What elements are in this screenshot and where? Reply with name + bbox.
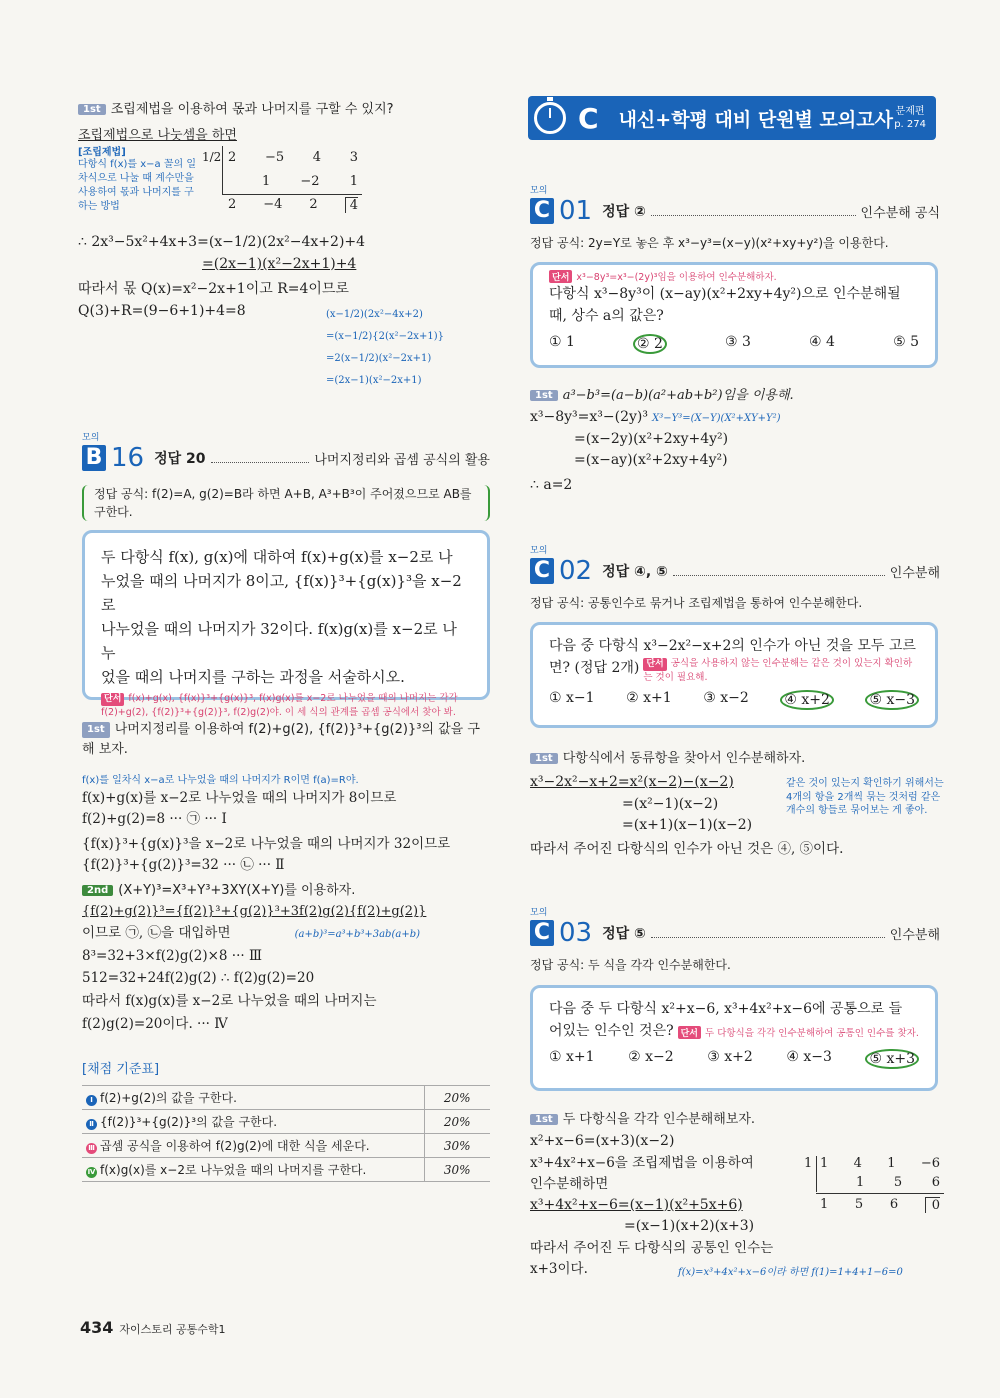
equation: =(2x−1)(x²−2x+1)+4 — [202, 255, 357, 272]
key-formula: 정답 공식: 2y=Y로 놓은 후 x³−y³=(x−y)(x²+xy+y²)을 이용한다. — [530, 236, 889, 250]
c02-question-box — [530, 622, 938, 728]
side-note: X³−Y³=(X−Y)(X²+XY+Y²) — [652, 413, 781, 424]
criteria-text: 곱셈 공식을 이용하여 f(2)g(2)에 대한 식을 세운다. — [100, 1139, 370, 1153]
answer: 정답 20 — [154, 451, 206, 467]
answer: 정답 ⑤ — [602, 926, 646, 942]
left-side-steps — [326, 304, 444, 392]
tip-text: x³−8y³=x³−(2y)³임을 이용하여 인수분해하자. — [576, 272, 777, 283]
side-note: f(x)=x³+4x²+x−6이라 하면 f(1)=1+4+1−6=0 — [678, 1267, 903, 1278]
table-row — [82, 1134, 490, 1158]
problem-number: 01 — [559, 196, 593, 226]
coef: 5 — [854, 1197, 864, 1212]
problem-number: 03 — [559, 918, 593, 948]
question-line: 다항식 x³−8y³이 (x−ay)(x²+2xy+4y²)으로 인수분해될 — [549, 286, 901, 302]
criteria-text: f(x)g(x)를 x−2로 나누었을 때의 나머지를 구한다. — [100, 1163, 367, 1177]
choice-correct[interactable]: ⑤ x+3 — [865, 1049, 919, 1069]
choice[interactable]: ③ x−2 — [703, 690, 749, 707]
equation: x²+x−6=(x+3)(x−2) — [530, 1133, 675, 1149]
note-title: [조립제법] — [78, 147, 126, 158]
criteria-percent: 30% — [424, 1134, 490, 1158]
key-formula: 정답 공식: 공통인수로 묶거나 조립제법을 통하여 인수분해한다. — [530, 596, 863, 610]
choice-correct[interactable]: ⑤ x−3 — [865, 690, 919, 710]
solution-line: f(x)+g(x)를 x−2로 나누었을 때의 나머지가 8이므로 — [82, 789, 397, 806]
roman-4-icon: Ⅳ — [87, 1168, 96, 1176]
synthetic-division-table — [202, 146, 362, 216]
choice[interactable]: ③ 3 — [725, 333, 751, 350]
problem-number: 02 — [559, 556, 593, 586]
side-note: f(x)를 일차식 x−a로 나누었을 때의 나머지가 R이면 f(a)=R야. — [82, 775, 359, 787]
solution-line: f(2)g(2)=20이다. ··· Ⅳ — [82, 1016, 228, 1033]
coef: 6 — [931, 1175, 940, 1190]
choice[interactable]: ① x+1 — [549, 1048, 595, 1065]
side-step: =(2x−1)(x²−2x+1) — [326, 375, 422, 386]
roman-2-icon: Ⅱ — [86, 1119, 97, 1130]
coef: 1 — [887, 1156, 896, 1171]
topic: 인수분해 공식 — [860, 205, 940, 221]
step-badge: 1st — [82, 722, 110, 738]
side-note: 같은 것이 있는지 확인하기 위해서는 4개의 항을 2개씩 묶는 것처럼 같은 개수의 항들로 묶어보는 게 좋아. — [786, 778, 944, 816]
solution-line: 다항식에서 동류항을 찾아서 인수분해하자. — [562, 751, 806, 766]
coef: 4 — [312, 150, 322, 165]
question-line: 었을 때의 나머지를 구하는 과정을 서술하시오. — [101, 668, 405, 686]
key-formula: 정답 공식: f(2)=A, g(2)=B라 하면 A+B, A³+B³이 주어졌으므로 AB를 구한다. — [82, 485, 490, 521]
topic: 나머지정리와 곱셈 공식의 활용 — [314, 452, 490, 468]
question-line: 때, 상수 a의 값은? — [549, 308, 664, 325]
section-header — [528, 96, 936, 140]
side-step: (x−1/2)(2x²−4x+2) — [326, 309, 423, 320]
solution-line: a³−b³=(a−b)(a²+ab+b²)임을 이용해. — [562, 388, 794, 403]
c03-section — [530, 905, 940, 974]
choice[interactable]: ① x−1 — [549, 690, 595, 707]
left-top-solution — [78, 98, 498, 143]
ref-label: 문제편 — [895, 106, 925, 117]
coef: −4 — [263, 197, 283, 212]
coef: 1 — [349, 174, 358, 189]
tip-badge: 단서 — [643, 658, 666, 671]
page-number: 434 — [80, 1318, 114, 1337]
c03-synthetic-division — [802, 1156, 944, 1218]
equation: ∴ a=2 — [530, 477, 573, 494]
problem-number: 16 — [111, 443, 145, 473]
coef: −5 — [264, 150, 285, 165]
choice[interactable]: ② x+1 — [626, 690, 672, 707]
equation: Q(3)+R=(9−6+1)+4=8 — [78, 303, 246, 320]
equation: =(x−1)(x+2)(x+3) — [624, 1218, 755, 1235]
exam-tag: 모의 — [530, 908, 548, 918]
step-badge: 1st — [530, 390, 558, 401]
b16-solution — [82, 720, 490, 1035]
topic: 인수분해 — [889, 927, 940, 943]
question-line: 어있는 인수인 것은? — [549, 1023, 674, 1040]
equation: =(x−2y)(x²+2xy+4y²) — [574, 430, 729, 447]
choice[interactable]: ④ x−3 — [786, 1048, 832, 1065]
section-letter: C — [530, 558, 554, 584]
solution-line: x³+4x²+x−6을 조립제법을 이용하여 — [530, 1154, 754, 1171]
side-step: =(x−1/2){2(x²−2x+1)} — [326, 331, 444, 342]
coef: 3 — [349, 150, 358, 165]
equation: 따라서 몫 Q(x)=x²−2x+1이고 R=4이므로 — [78, 281, 349, 298]
c02-section — [530, 543, 940, 612]
section-letter: C — [530, 198, 554, 224]
question-line: 두 다항식 f(x), g(x)에 대하여 f(x)+g(x)를 x−2로 나 — [101, 548, 453, 566]
choice-correct[interactable]: ② 2 — [633, 334, 667, 354]
solution-line: 8³=32+3×f(2)g(2)×8 ··· Ⅲ — [82, 947, 262, 964]
solution-line: 따라서 주어진 두 다항식의 공통인 인수는 — [530, 1239, 774, 1256]
choice-correct[interactable]: ④ x+2 — [780, 690, 834, 710]
b16-question-box — [82, 530, 490, 718]
coef: 1 — [820, 1156, 829, 1171]
section-letter: C — [530, 920, 554, 946]
c02-solution — [530, 747, 944, 860]
side-note: (a+b)³=a³+b³+3ab(a+b) — [294, 928, 420, 940]
key-formula: 정답 공식: 두 식을 각각 인수분해한다. — [530, 958, 731, 972]
solution-line: 두 다항식을 각각 인수분해해보자. — [562, 1112, 756, 1127]
choice[interactable]: ② x−2 — [628, 1048, 674, 1065]
exam-tag: 모의 — [530, 186, 548, 196]
coef: 1 — [262, 174, 271, 189]
question-line: 누었을 때의 나머지가 8이고, {f(x)}³+{g(x)}³을 x−2로 — [101, 572, 462, 614]
solution-line: x+3이다. — [530, 1260, 588, 1277]
remainder: 4 — [345, 197, 358, 213]
tip-text: 두 다항식을 각각 인수분해하여 공통인 인수를 찾자. — [705, 1027, 919, 1039]
choice[interactable]: ① 1 — [549, 333, 575, 350]
solution-line: 512=32+24f(2)g(2) ∴ f(2)g(2)=20 — [82, 970, 315, 987]
criteria-percent: 20% — [424, 1086, 490, 1110]
coef: 1 — [820, 1197, 829, 1212]
equation: =(x−ay)(x²+2xy+4y²) — [574, 452, 728, 469]
side-step: =2(x−1/2)(x²−2x+1) — [326, 353, 432, 364]
solution-line: 따라서 주어진 다항식의 인수가 아닌 것은 ④, ⑤이다. — [530, 841, 844, 858]
coef: 4 — [853, 1156, 862, 1171]
solution-line: (X+Y)³=X³+Y³+3XY(X+Y)를 이용하자. — [118, 883, 356, 899]
step-badge: 2nd — [82, 885, 113, 896]
footer — [80, 1318, 226, 1337]
exam-tag: 모의 — [82, 433, 100, 443]
criteria-text: f(2)+g(2)의 값을 구한다. — [100, 1091, 237, 1105]
equation: =(x²−1)(x−2) — [622, 795, 719, 812]
choice[interactable]: ④ 4 — [809, 333, 835, 350]
step-badge: 1st — [530, 753, 558, 764]
choice[interactable]: ③ x+2 — [707, 1048, 753, 1065]
tip-badge: 단서 — [101, 693, 124, 706]
b16-section — [82, 430, 490, 521]
criteria-title: [채점 기준표] — [82, 1062, 160, 1077]
ref-page: p. 274 — [894, 119, 926, 130]
solution-line: 따라서 f(x)g(x)를 x−2로 나누었을 때의 나머지는 — [82, 993, 377, 1010]
solution-line: 이므로 ㉠, ㉡을 대입하면 — [82, 924, 231, 941]
synthetic-division-note — [78, 143, 196, 214]
equation: ∴ 2x³−5x²+4x+3=(x−1/2)(2x²−4x+2)+4 — [78, 234, 366, 250]
solution-line: 조립제법을 이용하여 몫과 나머지를 구할 수 있지? — [110, 102, 394, 117]
criteria-percent: 20% — [424, 1110, 490, 1134]
topic: 인수분해 — [889, 565, 940, 581]
solution-line: {f(2)}³+{g(2)}³=32 ··· ㉡ ··· Ⅱ — [82, 856, 285, 873]
solution-line: {f(2)+g(2)}³={f(2)}³+{g(2)}³+3f(2)g(2){f(2)+g(2)} — [82, 904, 427, 920]
c01-section — [530, 183, 940, 252]
tip-text: 공식을 사용하지 않는 인수분해는 같은 것이 있는지 확인하는 것이 필요해. — [643, 658, 913, 683]
solution-line: f(2)+g(2)=8 ··· ㉠ ··· Ⅰ — [82, 810, 227, 827]
c01-solution — [530, 384, 940, 497]
solution-line: 나머지정리를 이용하여 f(2)+g(2), {f(2)}³+{g(2)}³의 값을 구해 보자. — [82, 722, 480, 758]
question-line: 면? (정답 2개) — [549, 660, 640, 677]
coef: −2 — [300, 174, 320, 189]
solution-line: 조립제법으로 나눗셈을 하면 — [78, 128, 237, 143]
coef: 2 — [309, 197, 318, 212]
section-title: 내신+학평 대비 단원별 모의고사 — [618, 108, 893, 131]
table-row — [82, 1086, 490, 1110]
criteria-text: {f(2)}³+{g(2)}³의 값을 구한다. — [100, 1115, 278, 1129]
book-title: 자이스토리 공통수학1 — [119, 1323, 226, 1336]
step-badge: 1st — [530, 1114, 558, 1125]
section-letter: B — [82, 445, 106, 471]
roman-1-icon: Ⅰ — [86, 1095, 97, 1106]
step-badge: 1st — [78, 104, 106, 115]
remainder: 0 — [925, 1197, 940, 1213]
tip-badge: 단서 — [549, 270, 572, 283]
solution-line: {f(x)}³+{g(x)}³을 x−2로 나누었을 때의 나머지가 32이므로 — [82, 835, 451, 852]
solution-line: 인수분해하면 — [530, 1175, 609, 1192]
table-row — [82, 1158, 490, 1182]
question-line: 다음 중 다항식 x³−2x²−x+2의 인수가 아닌 것을 모두 고르 — [549, 638, 916, 654]
criteria-table — [82, 1085, 490, 1182]
question-line: 다음 중 두 다항식 x²+x−6, x³+4x²+x−6에 공통으로 들 — [549, 1001, 903, 1017]
choices — [549, 334, 919, 354]
coef: 1 — [856, 1175, 865, 1190]
equation: x³−2x²−x+2=x²(x−2)−(x−2) — [530, 774, 734, 790]
coef: 2 — [228, 197, 237, 212]
answer: 정답 ② — [602, 204, 646, 220]
tip-badge: 단서 — [678, 1026, 701, 1039]
choices — [549, 690, 919, 710]
roman-3-icon: Ⅲ — [86, 1143, 97, 1154]
choice[interactable]: ⑤ 5 — [893, 333, 919, 350]
criteria-percent: 30% — [424, 1158, 490, 1182]
choices — [549, 1049, 919, 1069]
coef: −6 — [920, 1156, 940, 1171]
tip-text: f(x)+g(x), {f(x)}³+{g(x)}³, f(x)g(x)를 x−2로 나누었을 때의 나머지는 각각 f(2)+g(2), {f(2)}³+{g(2)}³, f(2)g(2)야. 이 세 식의 관계를 곱셈 공식에서 찾아 봐. — [101, 693, 458, 718]
answer: 정답 ④, ⑤ — [602, 564, 668, 580]
divisor: 1 — [804, 1156, 813, 1171]
note-text: 다항식 f(x)를 x−a 꼴의 일차식으로 나눌 때 계수만을 사용하여 몫과 나머지를 구하는 방법 — [78, 159, 197, 212]
equation: x³+4x²+x−6=(x−1)(x²+5x+6) — [530, 1196, 743, 1213]
c01-question-box — [530, 262, 938, 368]
table-row — [82, 1110, 490, 1134]
stopwatch-icon — [534, 102, 566, 134]
grading-criteria — [82, 1058, 490, 1182]
coef: 6 — [889, 1197, 899, 1212]
exam-tag: 모의 — [530, 546, 548, 556]
question-line: 나누었을 때의 나머지가 32이다. f(x)g(x)를 x−2로 나누 — [101, 620, 457, 662]
coef: 5 — [893, 1175, 903, 1190]
coef: 2 — [228, 150, 237, 165]
divisor: 1/2 — [202, 150, 222, 164]
equation: =(x+1)(x−1)(x−2) — [622, 817, 753, 834]
c03-question-box — [530, 985, 938, 1091]
section-letter: C — [578, 101, 599, 135]
equation: x³−8y³=x³−(2y)³ — [530, 409, 648, 425]
